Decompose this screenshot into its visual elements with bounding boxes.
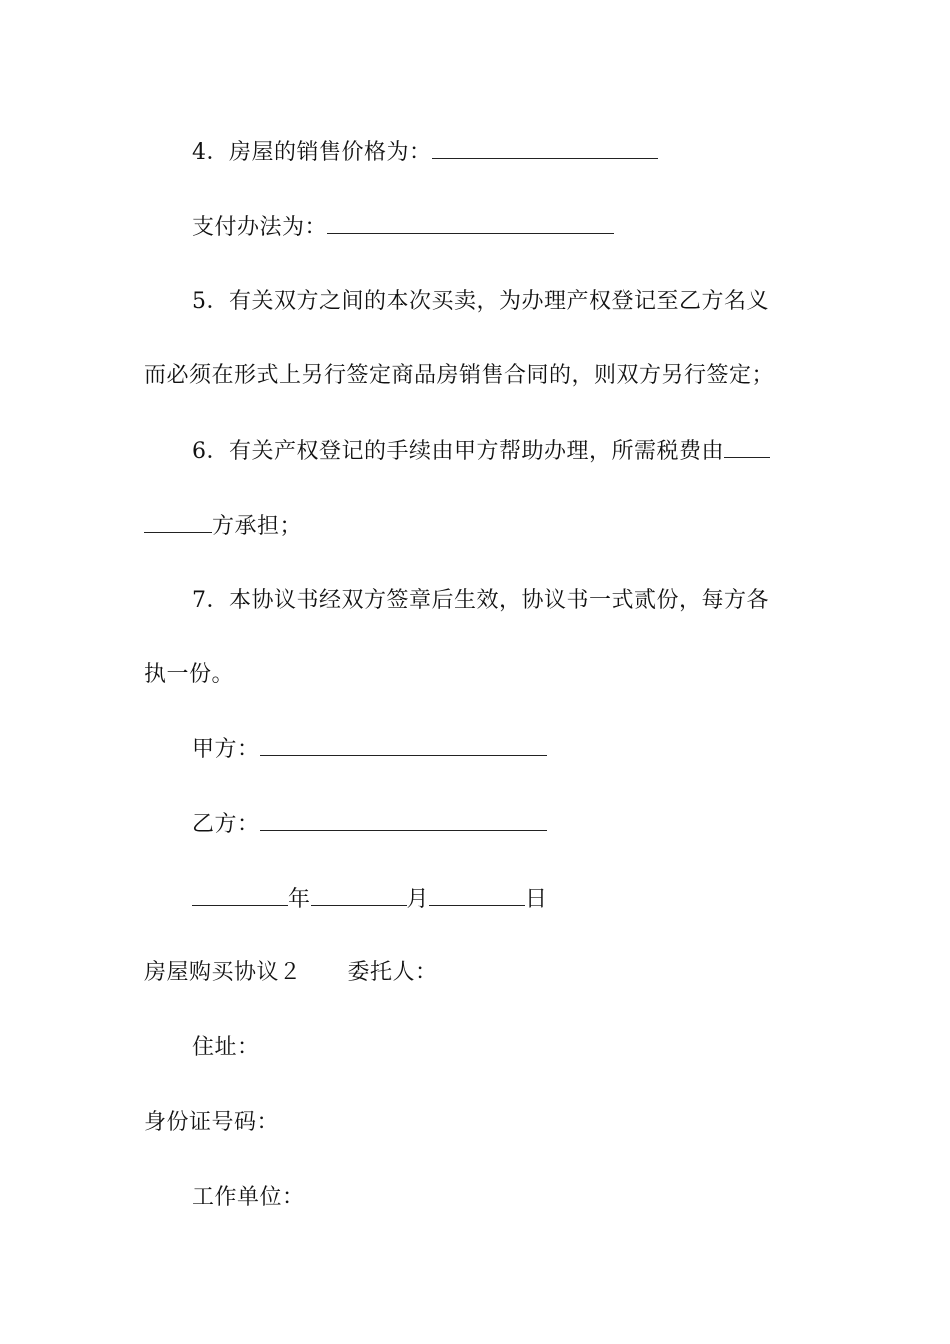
date-line — [192, 885, 548, 914]
party-b-line — [192, 810, 547, 839]
item7-line2: 执一份。 — [144, 662, 235, 687]
day-blank — [429, 885, 525, 906]
year-label: 年 — [288, 887, 311, 912]
item4-payment-line — [192, 213, 614, 242]
item5-line1: 5．有关双方之间的本次买卖，为办理产权登记至乙方名义 — [192, 289, 769, 314]
item5-line2: 而必须在形式上另行签定商品房销售合同的，则双方另行签定； — [144, 363, 775, 388]
price-blank — [432, 138, 658, 159]
tax-payer-blank-2 — [144, 512, 212, 533]
item4-price-line — [192, 138, 658, 167]
agreement2-title: 房屋购买协议２ — [144, 960, 302, 985]
party-a-line — [192, 735, 547, 764]
item6-line2 — [144, 512, 302, 541]
payment-label: 支付办法为： — [192, 215, 328, 240]
payment-blank — [327, 213, 614, 234]
address-label: 住址： — [192, 1035, 260, 1060]
id-number-label: 身份证号码： — [144, 1110, 280, 1135]
item7-line1: 7．本协议书经双方签章后生效，协议书一式贰份，每方各 — [192, 588, 769, 613]
party-a-label: 甲方： — [192, 737, 260, 762]
principal-label: 委托人： — [347, 960, 438, 985]
party-a-blank — [260, 735, 547, 756]
party-b-blank — [260, 810, 547, 831]
item6-line1 — [192, 437, 770, 466]
tax-payer-blank-1 — [724, 437, 770, 458]
item6-suffix: 方承担； — [212, 514, 303, 539]
work-unit-label: 工作单位： — [192, 1185, 305, 1210]
item4-price-label: 4．房屋的销售价格为： — [192, 140, 432, 165]
party-b-label: 乙方： — [192, 812, 260, 837]
agreement2-heading-line — [144, 959, 438, 987]
month-label: 月 — [406, 887, 430, 912]
day-label: 日 — [525, 887, 548, 912]
month-blank — [311, 885, 407, 906]
item6-text: 6．有关产权登记的手续由甲方帮助办理，所需税费由 — [192, 439, 724, 464]
year-blank — [192, 885, 288, 906]
